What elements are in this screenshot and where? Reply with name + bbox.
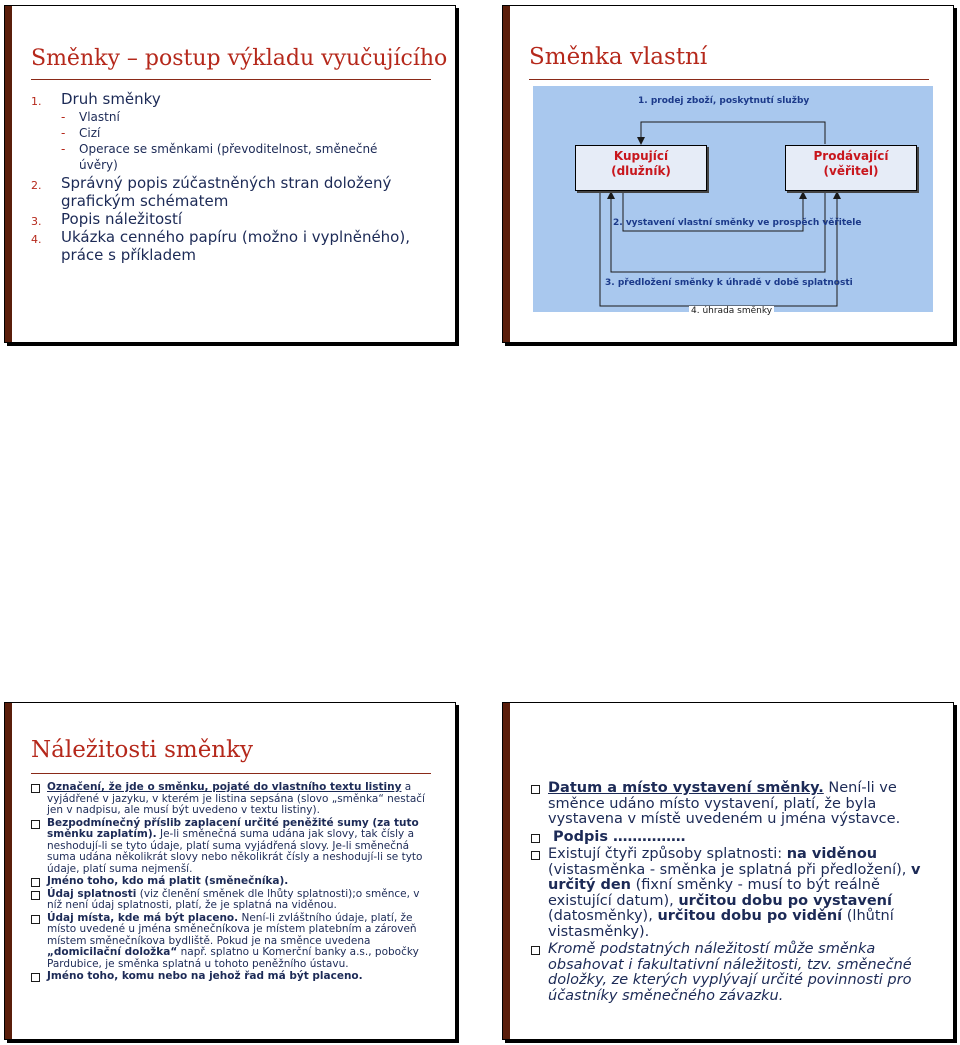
title-rule (31, 773, 431, 774)
item-bold: Jméno toho, komu nebo na jehož řad má být placeno. (47, 970, 363, 982)
bullet-icon (31, 973, 40, 982)
details-list (529, 781, 939, 1004)
list-item (29, 889, 434, 912)
item-text: Ukázka cenného papíru (možno i vyplněného), práce s příkladem (61, 228, 410, 264)
bullet-icon (31, 915, 40, 924)
bullet-icon (31, 784, 40, 793)
outline-list (31, 90, 441, 264)
item-bold: Údaj místa, kde má být placeno. (47, 911, 239, 924)
list-item (29, 971, 434, 983)
item-text-2: např. splatno u Komerční banky a.s., pobočky Pardubice, je směnka splatná u tohoto peněžního ústavu. (47, 946, 419, 970)
item-bold: v určitý den (548, 861, 921, 893)
item-text: Správný popis zúčastněných stran doložený grafickým schématem (61, 174, 392, 210)
slide-accent-bar (5, 703, 12, 1039)
slide-3 (4, 702, 456, 1040)
item-text: (fixní směnky - musí to být reálně existující datum), (548, 877, 880, 909)
item-bold: určitou dobu po vidění (657, 908, 843, 924)
buyer-box (575, 145, 707, 191)
item-bold: Datum a místo vystavení směnky. (548, 780, 824, 796)
seller-label: Prodávající (věřitel) (813, 149, 889, 178)
item-text: a vyjádřené v jazyku, v kterém je listina sepsána (slovo „směnka“ nestačí jen v nadpisu, ale musí být uvedeno v textu listiny). (47, 781, 425, 816)
bullet-icon (31, 820, 40, 829)
list-item (529, 847, 939, 940)
sub-dash: - (61, 110, 66, 124)
step1-label: 1. prodej zboží, poskytnutí služby (638, 96, 810, 106)
arrow-step1 (641, 122, 825, 144)
sub-item (61, 141, 399, 173)
slide-title: Náležitosti směnky (31, 737, 254, 763)
item-text: (lhůtní vistasměnky). (548, 908, 894, 940)
list-item (29, 818, 434, 876)
item-text: Je-li směnečná suma udána jak slovy, tak čísly a neshodují-li se tyto údaje, platí suma vyjádřená slovy. Je-li směnečná suma udána několikrát slovy nebo několikrát čísly a neshodují-li se tyto údaje, platí suma nejmenší. (47, 828, 423, 875)
item-text: Kromě podstatných náležitostí může směnka obsahovat i fakultativní náležitosti, tzv. směnečné doložky, ze kterých vyplývají určité povinnosti pro účastníky směnečného závazku. (548, 941, 912, 1004)
bullet-icon (531, 785, 540, 794)
sub-list (31, 109, 441, 173)
item-bold: Jméno toho, kdo má platit (směnečníka). (47, 875, 289, 887)
slide-title: Směnky – postup výkladu vyučujícího (31, 46, 448, 71)
item-bold: Označení, že jde o směnku, pojaté do vlastního textu listiny (47, 781, 402, 793)
sub-text: Cizí (79, 126, 101, 140)
item-number: 2. (31, 179, 42, 192)
bullet-icon (531, 834, 540, 843)
item-bold: na viděnou (786, 846, 878, 862)
sub-dash: - (61, 126, 66, 140)
seller-box (785, 145, 917, 191)
sub-text: Operace se směnkami (převoditelnost, směnečné úvěry) (79, 142, 378, 172)
slide-accent-bar (5, 6, 12, 342)
sub-dash: - (61, 142, 66, 156)
slide-4 (502, 702, 954, 1040)
slide-title: Směnka vlastní (529, 44, 708, 70)
slide-1 (4, 5, 456, 343)
bullet-icon (531, 946, 540, 955)
item-bold: Údaj splatnosti (47, 887, 137, 900)
item-text: Není-li zvláštního údaje, platí, že místo uvedené u jména směnečníkova je místem platebním a zároveň místem směnečníkova bydliště. Pokud je na směnce uvedena (47, 911, 417, 947)
bullet-icon (31, 878, 40, 887)
step3-label: 3. předložení směnky k úhradě v době splatnosti (605, 278, 853, 288)
bullet-icon (31, 891, 40, 900)
slide-2 (502, 5, 954, 343)
item-text: (datosměnky), (548, 908, 658, 924)
item-bold-2: „domicilační doložka“ (47, 946, 178, 958)
item-text: Není-li ve směnce udáno místo vystavení, platí, že byla vystavena v místě uvedeném u jména výstavce. (548, 780, 901, 827)
list-item (31, 90, 441, 108)
item-text: Druh směnky (61, 90, 161, 108)
bullet-icon (531, 851, 540, 860)
list-item (31, 174, 401, 210)
list-item (529, 830, 939, 846)
list-item (31, 228, 451, 264)
list-item (529, 942, 939, 1004)
list-item (29, 913, 434, 971)
slide-accent-bar (503, 703, 510, 1039)
item-text: (viz členění směnek dle lhůty splatnosti);o směnce, v níž není údaj splatnosti, platí, že je splatná na viděnou. (47, 887, 420, 911)
arrow-step3 (611, 192, 825, 272)
item-bold: určitou dobu po vystavení (678, 892, 892, 909)
buyer-label: Kupující (dlužník) (611, 149, 671, 178)
sub-item (61, 125, 441, 141)
item-text: Existují čtyři způsoby splatnosti: (548, 846, 787, 862)
list-item (29, 876, 434, 888)
item-text: Popis náležitostí (61, 210, 183, 228)
item-bold: Podpis …………… (553, 828, 686, 845)
arrow-step4 (600, 192, 837, 306)
title-rule (31, 79, 431, 80)
item-number: 1. (31, 95, 42, 108)
sub-item (61, 109, 441, 125)
item-number: 3. (31, 215, 42, 228)
step4-label: 4. úhrada směnky (691, 306, 773, 316)
step2-label: 2. vystavení vlastní směnky ve prospěch věřitele (613, 218, 862, 228)
list-item (29, 782, 434, 817)
sub-text: Vlastní (79, 110, 120, 124)
item-bold: Bezpodmínečný příslib zaplacení určité peněžité sumy (za tuto směnku zaplatím). (47, 816, 419, 840)
item-number: 4. (31, 233, 42, 246)
list-item (529, 781, 939, 828)
item-text: (vistasměnka - směnka je splatná při předložení), (548, 861, 911, 878)
list-item (31, 210, 441, 228)
requirements-list (29, 782, 434, 983)
